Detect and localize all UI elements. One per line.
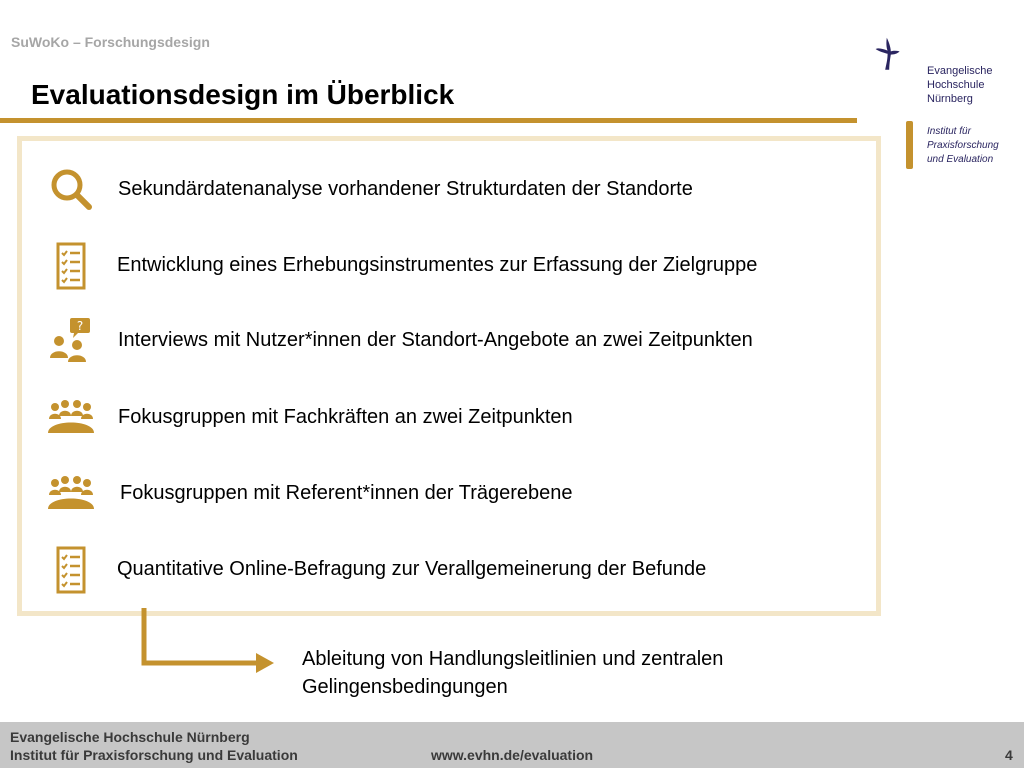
presentation-subtitle: SuWoKo – Forschungsdesign (11, 34, 210, 50)
list-item (22, 545, 876, 595)
list-item (22, 165, 876, 215)
logo-line3: Nürnberg (927, 93, 973, 105)
page-number: 4 (1005, 747, 1013, 763)
list-item-text: Quantitative Online-Befragung zur Verallgemeinerung der Befunde (117, 558, 707, 580)
footer-institute: Institut für Praxisforschung und Evaluation (10, 747, 298, 763)
logo-accent-bar (906, 121, 913, 169)
evaluation-steps-box (17, 136, 881, 616)
footer-bar (0, 722, 1024, 768)
list-item-text: Fokusgruppen mit Fachkräften an zwei Zeitpunkten (118, 406, 573, 428)
search-icon (46, 165, 96, 215)
list-item (22, 469, 876, 519)
interview-icon (46, 316, 96, 366)
footer-url[interactable]: www.evhn.de/evaluation (431, 747, 594, 763)
title-divider (0, 118, 857, 123)
list-item-text: Interviews mit Nutzer*innen der Standort-Angebote an zwei Zeitpunkten (118, 329, 753, 351)
list-item (22, 316, 876, 366)
group-icon (46, 469, 96, 519)
list-item (22, 393, 876, 443)
institute-line3: und Evaluation (927, 154, 994, 165)
list-item-text: Entwicklung eines Erhebungsinstrumentes zur Erfassung der Zielgruppe (117, 254, 758, 276)
logo-line1: Evangelische (927, 65, 993, 77)
checklist-icon (46, 241, 96, 291)
result-line1: Ableitung von Handlungsleitlinien und zentralen (302, 648, 724, 670)
logo-line2: Hochschule (927, 79, 985, 91)
slide-title: Evaluationsdesign im Überblick (31, 79, 455, 110)
footer-organization: Evangelische Hochschule Nürnberg (10, 729, 250, 745)
institute-line2: Praxisforschung (927, 140, 999, 151)
list-item (22, 241, 876, 291)
list-item-text: Sekundärdatenanalyse vorhandener Strukturdaten der Standorte (118, 178, 693, 200)
evhn-cross-logo-icon (874, 22, 934, 112)
result-line2: Gelingensbedingungen (302, 676, 508, 698)
logo-wordmark (927, 64, 992, 106)
svg-text:?: ? (76, 319, 84, 333)
list-item-text: Fokusgruppen mit Referent*innen der Trägerebene (120, 482, 573, 504)
arrow-right-icon (140, 608, 280, 678)
institute-line1: Institut für (927, 126, 971, 137)
group-icon (46, 393, 96, 443)
checklist-icon (46, 545, 96, 595)
institute-wordmark (927, 125, 999, 167)
result-text (302, 645, 822, 701)
